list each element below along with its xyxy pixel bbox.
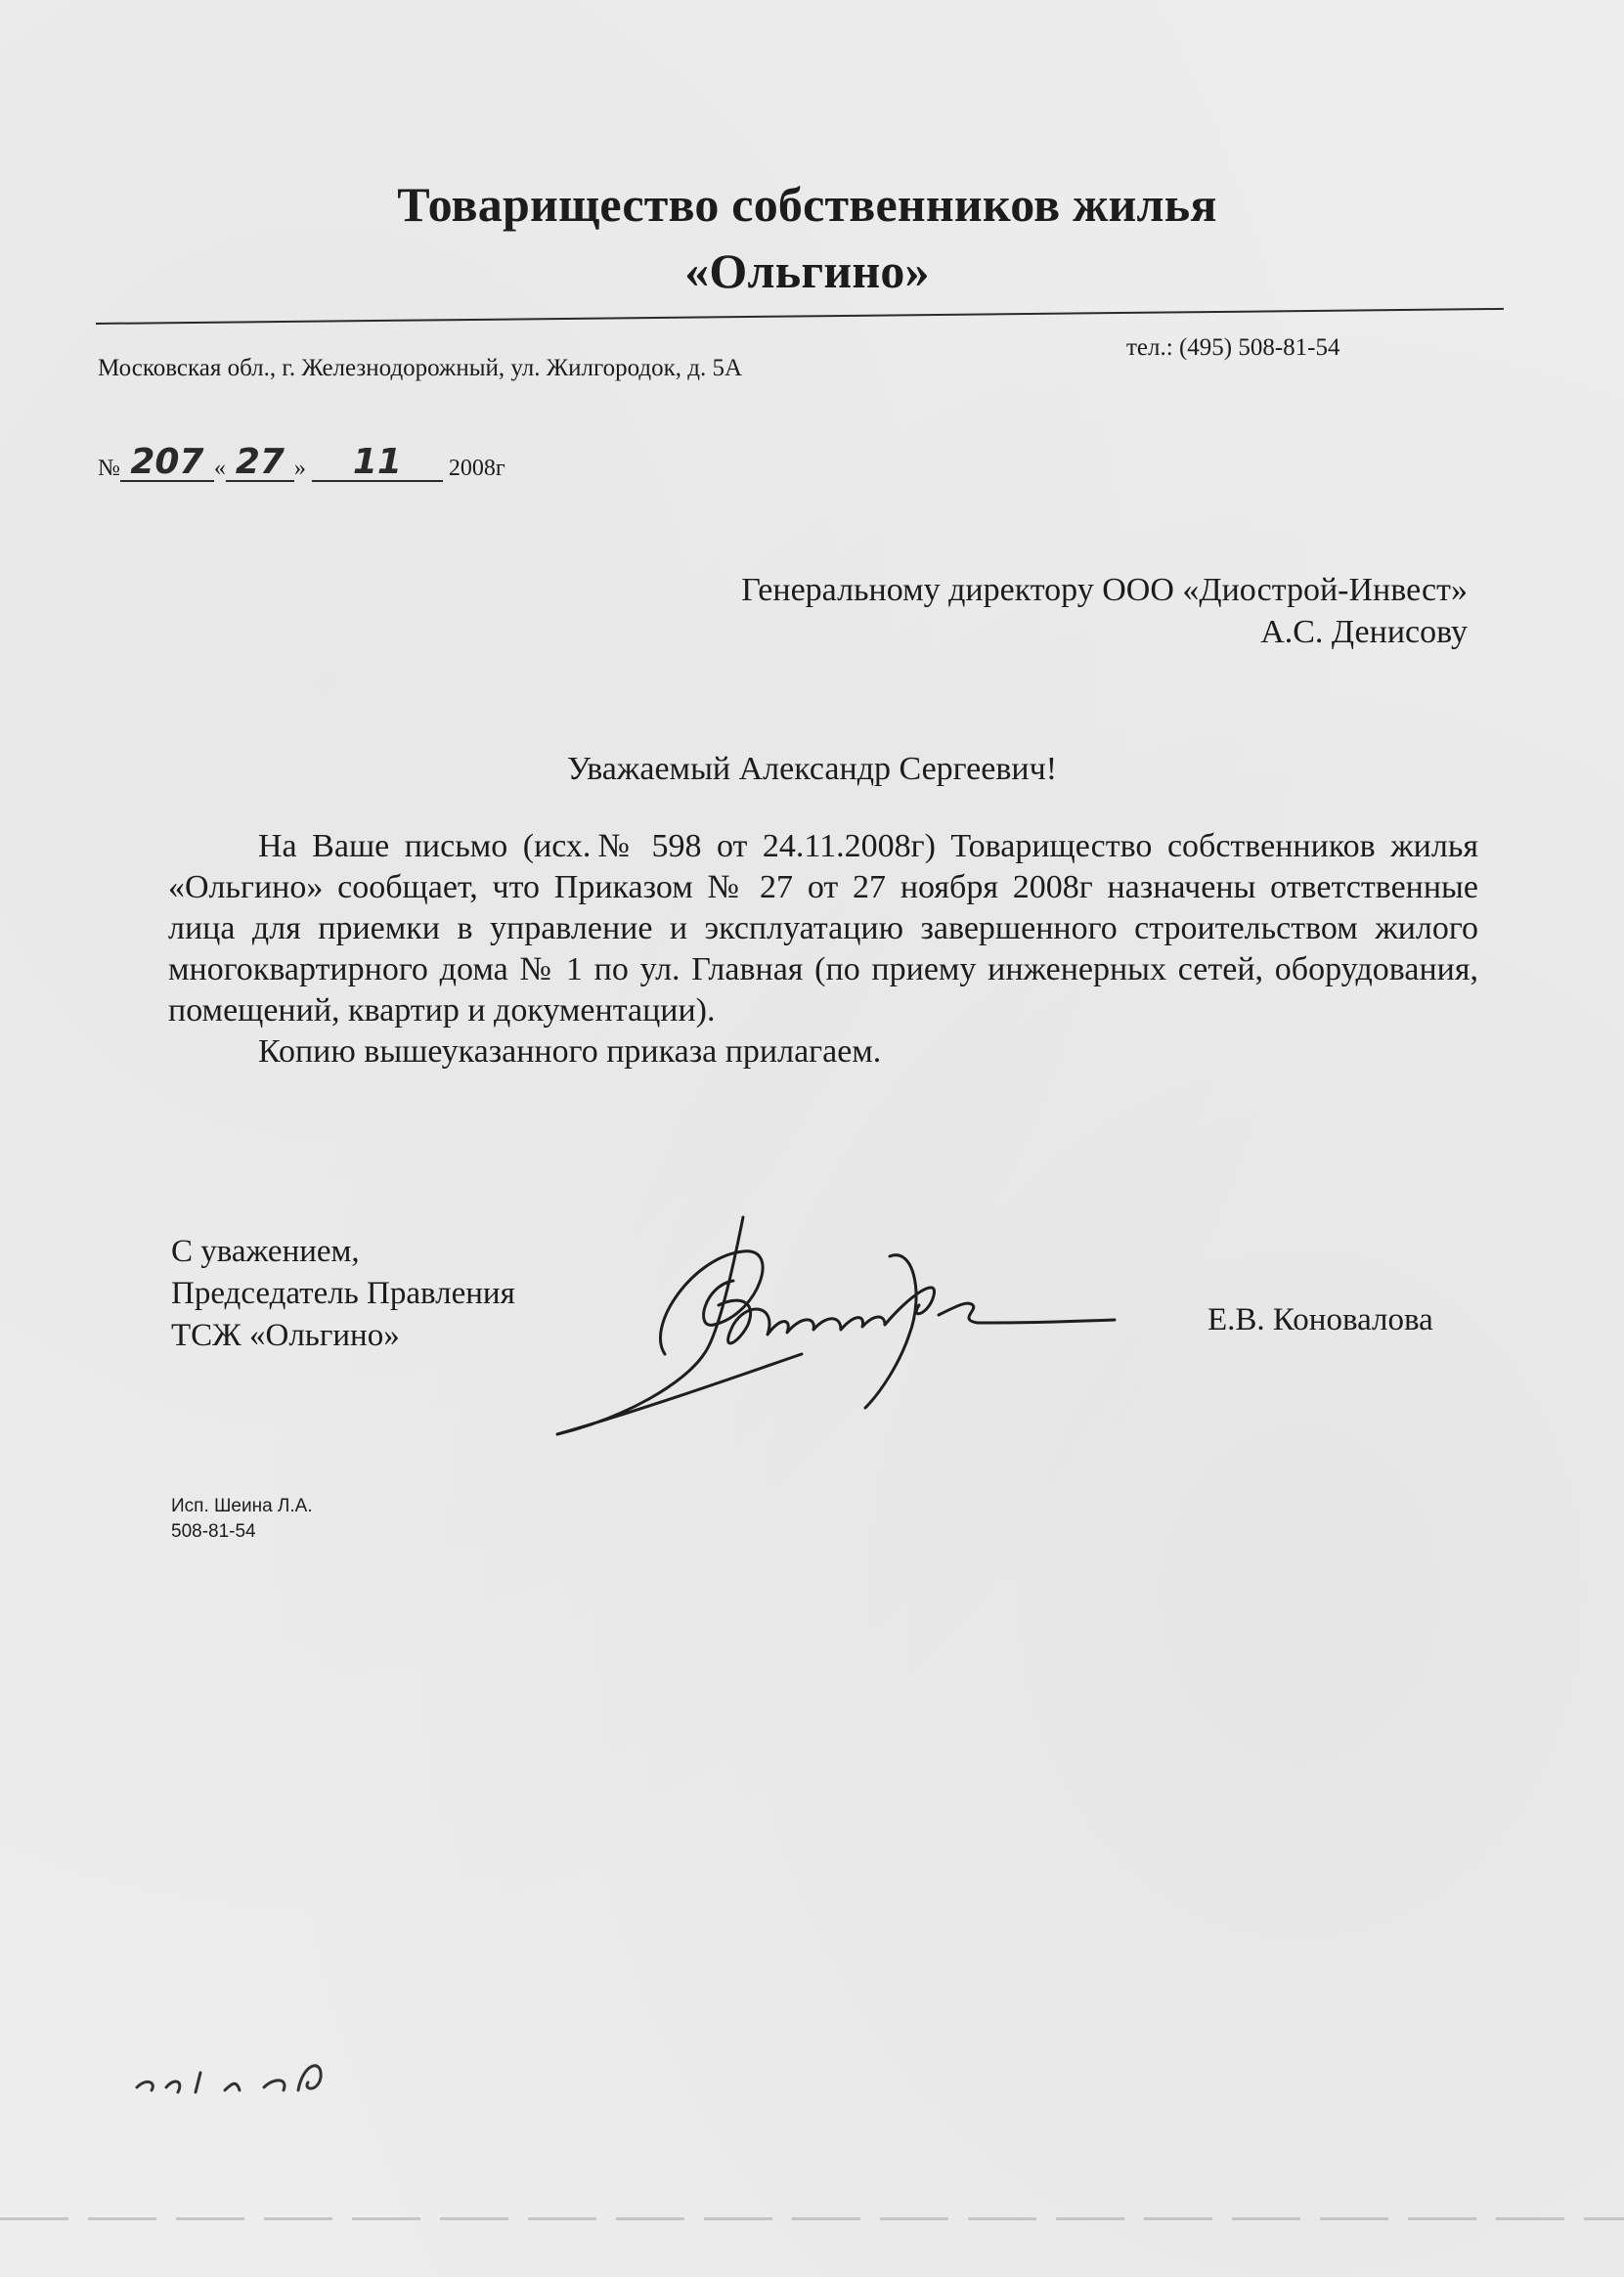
- organization-name-quoted: «Ольгино»: [684, 243, 930, 298]
- handwritten-signature: [548, 1207, 1134, 1452]
- close-quote: »: [293, 456, 306, 481]
- addressee-name: А.С. Денисову: [1260, 614, 1468, 650]
- executor-phone: 508-81-54: [171, 1521, 256, 1542]
- body-paragraph: На Ваше письмо (исх.№ 598 от 24.11.2008г) Товарищество собственников жилья «Ольгино» сообщает, что Приказом № 27 от 27 ноября 2008г назначены ответственные лица для приемки в управление и эксплуатацию завершенного строительством жилого многоквартирного дома № 1 по ул. Главная (по приему инженерных сетей, оборудования, помещений, квартир и документации).: [168, 828, 1478, 1029]
- signer-organization: ТСЖ «Ольгино»: [171, 1318, 400, 1353]
- handwritten-mark: [127, 2043, 420, 2102]
- body-paragraph: Копию вышеуказанного приказа прилагаем.: [258, 1033, 882, 1070]
- letter-body: [168, 826, 1478, 1073]
- closing-phrase: С уважением,: [171, 1234, 360, 1269]
- signer-name: Е.В. Коновалова: [1207, 1302, 1433, 1337]
- number-prefix: №: [98, 456, 120, 481]
- executor-name: Исп. Шеина Л.А.: [171, 1496, 313, 1516]
- salutation: Уважаемый Александр Сергеевич!: [566, 751, 1058, 787]
- registration-line: [98, 442, 505, 482]
- registration-year: 2008г: [448, 456, 505, 481]
- handwritten-day: 27: [226, 445, 294, 482]
- open-quote: «: [213, 456, 226, 481]
- addressee-position: Генеральному директору ООО «Диострой-Инвест»: [741, 572, 1468, 608]
- organization-name: Товарищество собственников жилья: [397, 177, 1217, 232]
- organization-address: Московская обл., г. Железнодорожный, ул. Жилгородок, д. 5А: [98, 355, 743, 381]
- scan-edge-artifact: [0, 2217, 1624, 2220]
- handwritten-month: 11: [312, 445, 443, 482]
- handwritten-number: 207: [120, 445, 214, 482]
- organization-phone: тел.: (495) 508-81-54: [1126, 334, 1340, 361]
- header-divider: [96, 308, 1504, 325]
- signer-position: Председатель Правления: [171, 1276, 515, 1311]
